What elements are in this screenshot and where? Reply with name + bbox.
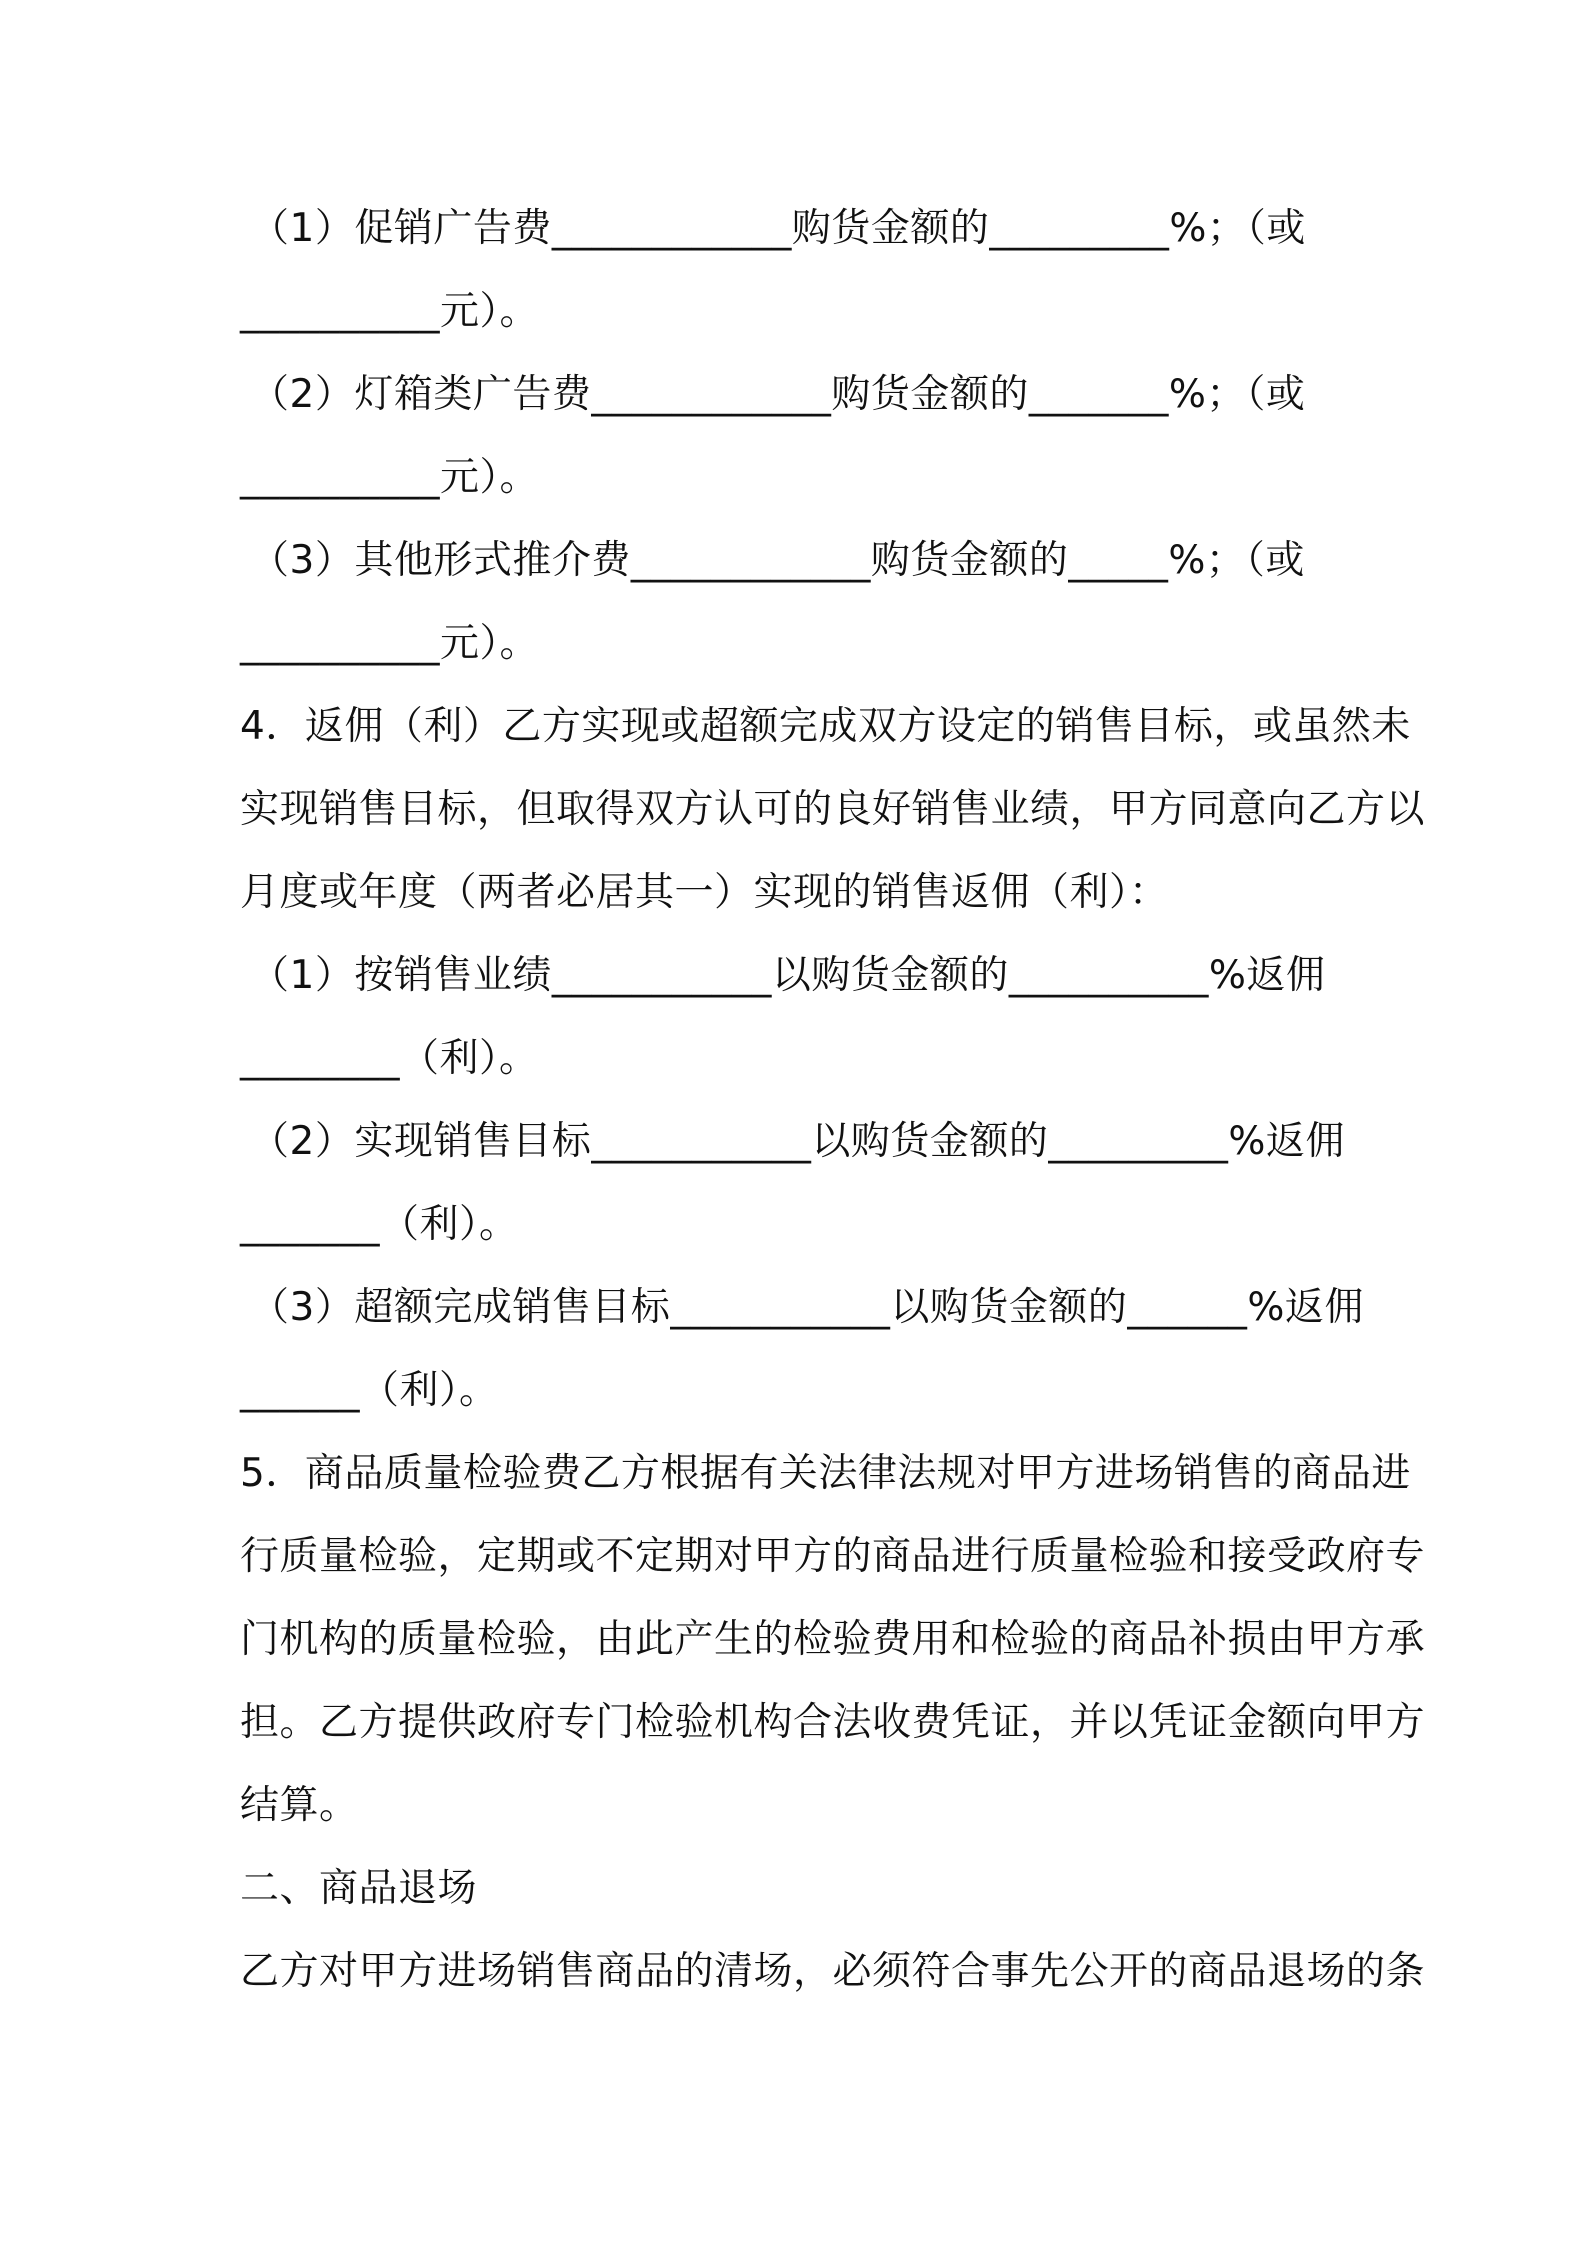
rebate-by-performance-line: （1）按销售业绩___________以购货金额的__________%返佣 [250, 953, 1326, 998]
rebate-target-met-line: （2）实现销售目标___________以购货金额的_________%返佣 [250, 1119, 1345, 1164]
lightbox-ad-fee-amount-line: __________元）。 [240, 455, 540, 500]
lightbox-ad-fee-line: （2）灯箱类广告费____________购货金额的_______%；（或 [250, 372, 1306, 417]
quality-inspection-line-3: 门机构的质量检验，由此产生的检验费用和检验的商品补损由甲方承 [240, 1617, 1426, 1662]
rebate-clause-line-1: 4．返佣（利）乙方实现或超额完成双方设定的销售目标，或虽然未 [240, 704, 1411, 749]
other-promo-fee-line: （3）其他形式推介费____________购货金额的_____%；（或 [250, 538, 1305, 583]
rebate-target-met-amount-line: _______（利）。 [240, 1202, 519, 1247]
rebate-by-performance-amount-line: ________（利）。 [240, 1036, 539, 1081]
quality-inspection-line-5: 结算。 [240, 1783, 359, 1828]
rebate-clause-line-3: 月度或年度（两者必居其一）实现的销售返佣（利）： [240, 870, 1169, 915]
rebate-clause-line-2: 实现销售目标，但取得双方认可的良好销售业绩，甲方同意向乙方以 [240, 787, 1426, 832]
quality-inspection-line-1: 5．商品质量检验费乙方根据有关法律法规对甲方进场销售的商品进 [240, 1451, 1411, 1496]
section-heading-goods-exit: 二、商品退场 [240, 1866, 478, 1911]
goods-exit-clause-line-1: 乙方对甲方进场销售商品的清场，必须符合事先公开的商品退场的条 [240, 1949, 1426, 1994]
promo-ad-fee-line: （1）促销广告费____________购货金额的_________%；（或 [250, 206, 1306, 251]
quality-inspection-line-4: 担。乙方提供政府专门检验机构合法收费凭证，并以凭证金额向甲方 [240, 1700, 1426, 1745]
quality-inspection-line-2: 行质量检验，定期或不定期对甲方的商品进行质量检验和接受政府专 [240, 1534, 1426, 1579]
other-promo-fee-amount-line: __________元）。 [240, 621, 540, 666]
promo-ad-fee-amount-line: __________元）。 [240, 289, 540, 334]
rebate-target-exceeded-line: （3）超额完成销售目标___________以购货金额的______%返佣 [250, 1285, 1364, 1330]
rebate-target-exceeded-amount-line: ______（利）。 [240, 1368, 499, 1413]
